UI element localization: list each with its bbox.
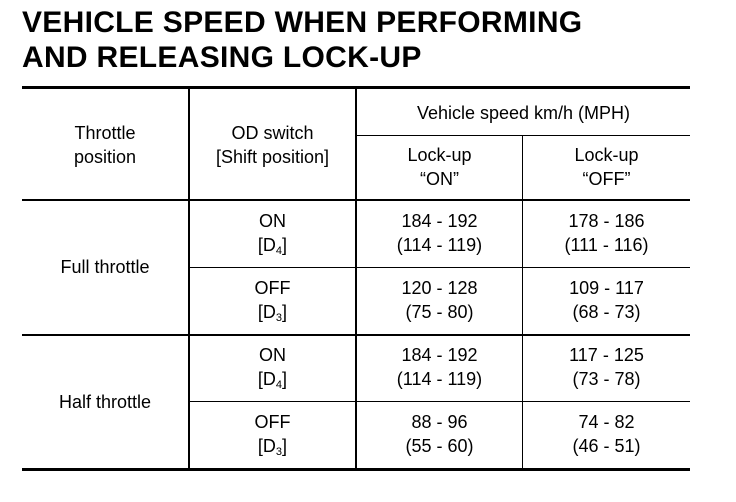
od-switch-cell: OFF $[D_3]$ [254,412,291,458]
lockup-off-speed: 109 - 117 (68 - 73) [569,278,644,322]
throttle-half: Half throttle [58,392,152,412]
lockup-off-speed: 74 - 82 (46 - 51) [572,412,641,456]
title-line-2: AND RELEASING LOCK-UP [22,41,422,74]
throttle-full: Full throttle [60,257,150,277]
header-lockup-off: Lock-up “OFF” [574,145,639,189]
od-switch-cell: OFF $[D_3]$ [254,278,291,324]
lockup-on-speed: 120 - 128 (75 - 80) [401,278,478,322]
header-lockup-on: Lock-up “ON” [407,145,472,189]
half-throttle-divider [189,401,690,402]
header-vehicle-speed: Vehicle speed km/h (MPH) [416,103,631,123]
header-od-switch: OD switch [Shift position] [215,123,330,167]
header-throttle-position: Throttle position [73,123,137,167]
od-switch-cell: ON $[D_4]$ [257,345,288,391]
lockup-on-speed: 184 - 192 (114 - 119) [396,211,483,255]
lockup-on-speed: 88 - 96 (55 - 60) [405,412,474,456]
title-line-1: VEHICLE SPEED WHEN PERFORMING [22,6,583,39]
od-switch-cell: ON $[D_4]$ [257,211,288,257]
lockup-on-speed: 184 - 192 (114 - 119) [396,345,483,389]
lockup-off-speed: 117 - 125 (73 - 78) [569,345,644,389]
speed-header-rule [356,135,690,136]
document-title [22,5,582,75]
full-throttle-divider [189,267,690,268]
lockup-off-speed: 178 - 186 (111 - 116) [564,211,649,255]
